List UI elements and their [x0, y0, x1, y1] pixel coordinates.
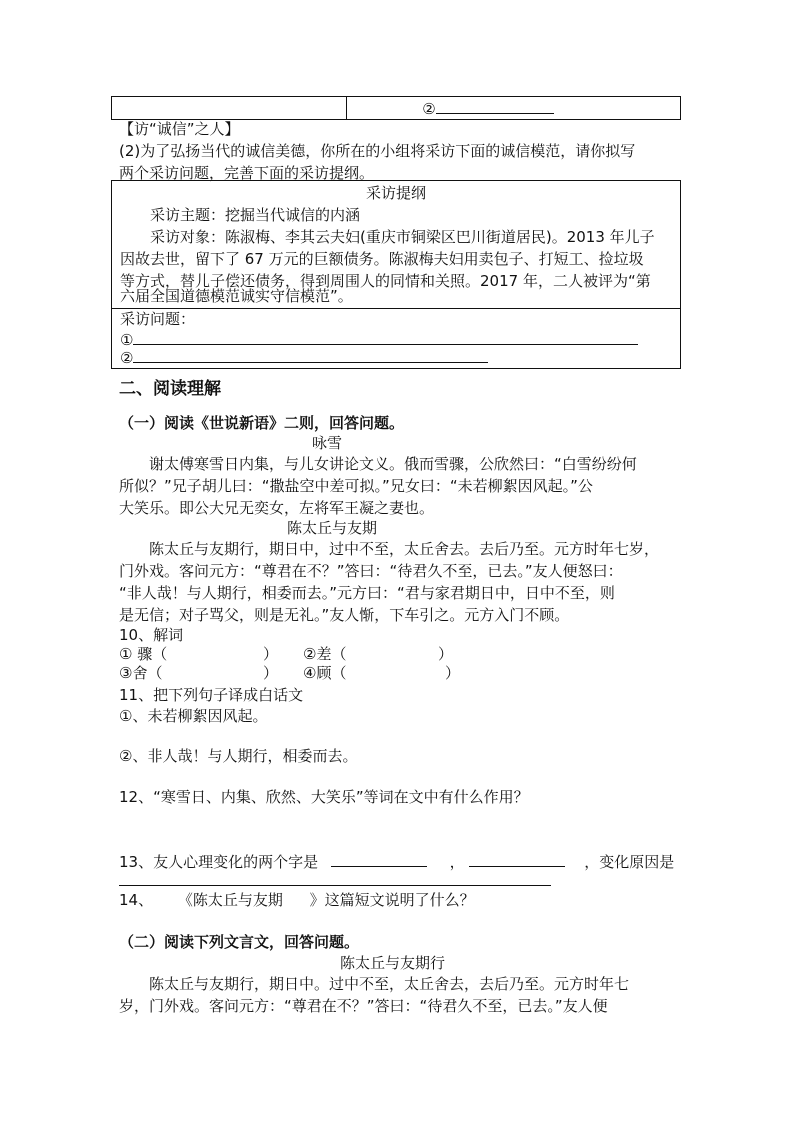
- q10-c-close: ）: [263, 664, 279, 682]
- q13-blank-2[interactable]: [469, 850, 565, 867]
- top-answer-table: [111, 96, 681, 120]
- q10-a: ① 骤（: [119, 645, 168, 663]
- outline-line-2: 因故去世，留下了 67 万元的巨额债务。陈淑梅夫妇用卖包子、打短工、捡垃圾: [120, 250, 644, 268]
- q14-line: [119, 889, 475, 911]
- question-1-blank[interactable]: [133, 328, 638, 345]
- answer-cell-2: [347, 97, 681, 120]
- question-2-marker: ②: [120, 349, 134, 367]
- story-1-line-1: 谢太傅寒雪日内集，与儿女讲论文义。俄而雪骤，公欣然曰：“白雪纷纷何: [149, 455, 637, 473]
- question-1-marker: ①: [120, 331, 134, 349]
- outline-theme: 采访主题：挖掘当代诚信的内涵: [150, 206, 361, 224]
- story-2-line-4: 是无信；对子骂父，则是无礼。”友人惭，下车引之。元方入门不顾。: [119, 606, 570, 624]
- q11-label: 11、把下列句子译成白话文: [119, 686, 304, 704]
- part-2-heading: （二）阅读下列文言文，回答问题。: [119, 933, 360, 951]
- q14-text: 《陈太丘与友期: [177, 891, 283, 909]
- story-2-line-2: 门外戏。客问元方：“尊君在不？”答曰：“待君久不至，已去。”友人便怒曰：: [119, 562, 623, 580]
- q10-b-close: ）: [438, 645, 454, 663]
- story-1-title: 咏雪: [312, 434, 343, 452]
- q13-suffix: ，变化原因是: [584, 853, 675, 871]
- outline-line-1: 采访对象：陈淑梅、李其云夫妇(重庆市铜梁区巴川街道居民)。2013 年儿子: [150, 228, 655, 246]
- questions-label: 采访问题：: [120, 310, 196, 328]
- story-2-line-1: 陈太丘与友期行，期日中，过中不至，太丘舍去。去后乃至。元方时年七岁，: [149, 540, 660, 558]
- interview-outline-box: [111, 180, 681, 309]
- answer-blank[interactable]: [436, 97, 554, 114]
- q11-b: ②、非人哉！与人期行，相委而去。: [119, 747, 358, 765]
- interview-heading: 【访“诚信”之人】: [119, 120, 240, 138]
- q10-d-close: ）: [445, 664, 461, 682]
- q14-end: 》这篇短文说明了什么？: [309, 891, 475, 909]
- q12: 12、“寒雪日、内集、欣然、大笑乐”等词在文中有什么作用？: [119, 788, 529, 806]
- part-1-heading: （一）阅读《世说新语》二则，回答问题。: [119, 414, 405, 432]
- story-2-line-3: “非人哉！与人期行，相委而去。”元方曰：“君与家君期日中，日中不至，则: [119, 584, 615, 602]
- q10-d: ④顾（: [303, 664, 347, 682]
- part-2-line-2: 岁，门外戏。客问元方：“尊君在不？”答曰：“待君久不至，已去。”友人便: [119, 997, 608, 1015]
- part-2-line-1: 陈太丘与友期行，期日中。过中不至，太丘舍去，去后乃至。元方时年七: [149, 975, 630, 993]
- story-1-line-2: 所似？”兄子胡儿曰：“撒盐空中差可拟。”兄女曰：“未若柳絮因风起。”公: [119, 477, 593, 495]
- interview-questions-box: [111, 308, 681, 369]
- interview-question-line-1: (2)为了弘扬当代的诚信美德，你所在的小组将采访下面的诚信模范，请你拟写: [119, 142, 636, 160]
- story-2-title: 陈太丘与友期: [287, 519, 378, 537]
- q13-blank-3[interactable]: [119, 869, 551, 886]
- q10-b: ②差（: [303, 645, 347, 663]
- q11-a: ①、未若柳絮因风起。: [119, 707, 268, 725]
- outline-title: 采访提纲: [365, 184, 426, 202]
- q10-a-close: ）: [263, 645, 279, 663]
- story-1-line-3: 大笑乐。即公大兄无奕女，左将军王凝之妻也。: [119, 499, 435, 517]
- q13-blank-1[interactable]: [331, 850, 427, 867]
- outline-line-3: 等方式，替儿子偿还债务，得到周围人的同情和关照。2017 年，二人被评为“第: [120, 272, 651, 290]
- q10-c: ③舍（: [119, 664, 163, 682]
- q13-prefix: 13、友人心理变化的两个字是: [119, 853, 319, 871]
- interview-question-line-2: 两个采访问题，完善下面的采访提纲。: [119, 164, 375, 182]
- answer-cell-1: [112, 97, 347, 120]
- q14-number: 14、: [119, 891, 154, 909]
- outline-line-4: 六届全国道德模范诚实守信模范”。: [120, 287, 353, 305]
- circled-two: ②: [422, 100, 436, 118]
- section-2-heading: 二、阅读理解: [119, 379, 221, 399]
- part-2-title: 陈太丘与友期行: [340, 954, 446, 972]
- q13-comma: ，: [449, 853, 465, 871]
- question-2-blank[interactable]: [133, 346, 488, 363]
- q10-label: 10、解词: [119, 626, 184, 644]
